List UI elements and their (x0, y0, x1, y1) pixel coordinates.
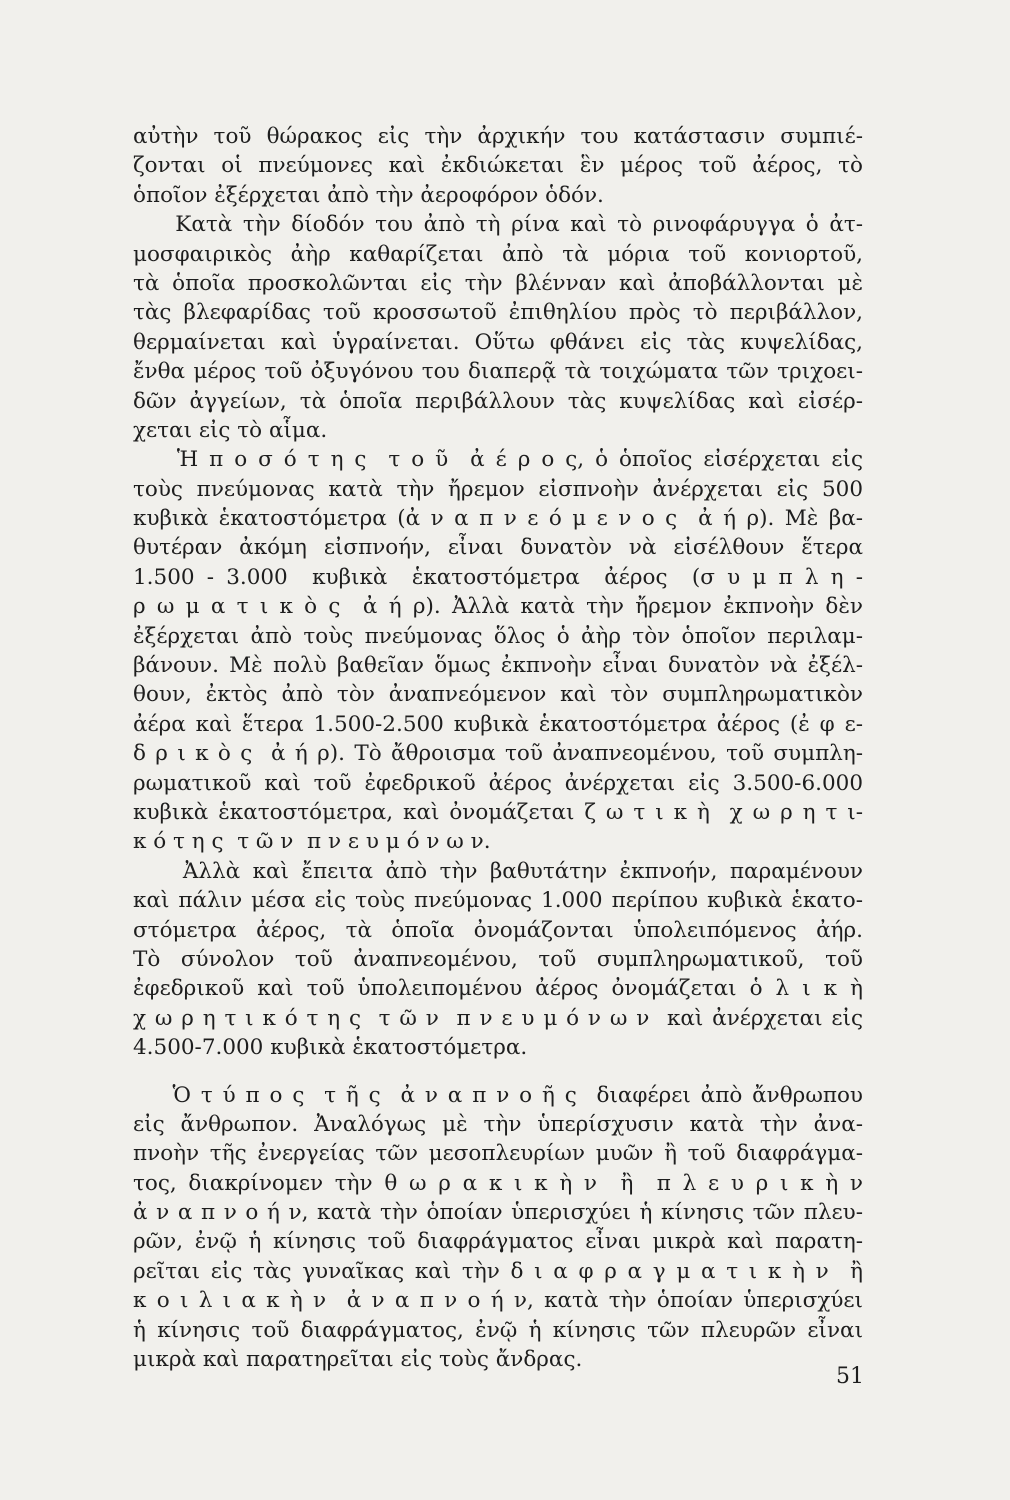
text-line: Ἀλλὰ καὶ ἔπειτα ἀπὸ τὴν βαθυτάτην ἐκπνοήν, παραμένουν (133, 858, 863, 884)
text-line: τὰς βλεφαρίδας τοῦ κροσσωτοῦ ἐπιθηλίου πρὸς τὸ περιβάλλον, (133, 300, 863, 326)
text-line: ρεῖται εἰς τὰς γυναῖκας καὶ τὴν δ ι α φ ρ α γ μ α τ ι κ ὴ ν ἢ (133, 1258, 863, 1284)
text-line: χ ω ρ η τ ι κ ό τ η ς τ ῶ ν π ν ε υ μ ό ν ω ν καὶ ἀνέρχεται εἰς (133, 1005, 863, 1031)
text-line: ὁποῖον ἐξέρχεται ἀπὸ τὴν ἀεροφόρον ὁδόν. (133, 182, 604, 208)
text-line: μοσφαιρικὸς ἀὴρ καθαρίζεται ἀπὸ τὰ μόρια τοῦ κονιορτοῦ, (133, 241, 863, 267)
text-line: 1.500 - 3.000 κυβικὰ ἑκατοστόμετρα ἀέρος (σ υ μ π λ η - (133, 564, 863, 590)
text-line: δῶν ἀγγείων, τὰ ὁποῖα περιβάλλουν τὰς κυψελίδας καὶ εἰσέρ- (133, 388, 863, 414)
text-line: ρῶν, ἐνῷ ἡ κίνησις τοῦ διαφράγματος εἶναι μικρὰ καὶ παρατη- (133, 1229, 863, 1255)
page-number: 51 (836, 1364, 864, 1389)
text-line: θερμαίνεται καὶ ὑγραίνεται. Οὕτω φθάνει εἰς τὰς κυψελίδας, (133, 329, 863, 355)
text-line: ἐξέρχεται ἀπὸ τοὺς πνεύμονας ὅλος ὁ ἀὴρ τὸν ὁποῖον περιλαμ- (133, 623, 863, 649)
text-line: εἰς ἄνθρωπον. Ἀναλόγως μὲ τὴν ὑπερίσχυσιν κατὰ τὴν ἀνα- (133, 1111, 863, 1137)
text-line: βάνουν. Μὲ πολὺ βαθεῖαν ὅμως ἐκπνοὴν εἶναι δυνατὸν νὰ ἐξέλ- (133, 653, 863, 679)
text-line: ἐφεδρικοῦ καὶ τοῦ ὑπολειπομένου ἀέρος ὀνομάζεται ὁ λ ι κ ὴ (133, 976, 863, 1002)
text-line: Κατὰ τὴν δίοδόν του ἀπὸ τὴ ρίνα καὶ τὸ ρινοφάρυγγα ὁ ἀτ- (133, 212, 863, 238)
text-line: μικρὰ καὶ παρατηρεῖται εἰς τοὺς ἄνδρας. (133, 1347, 583, 1373)
text-line: Ἡ π ο σ ό τ η ς τ ο ῦ ἀ έ ρ ο ς, ὁ ὁποῖος εἰσέρχεται εἰς (133, 447, 863, 473)
text-line: 4.500-7.000 κυβικὰ ἑκατοστόμετρα. (133, 1035, 528, 1061)
text-line: τοὺς πνεύμονας κατὰ τὴν ἤρεμον εἰσπνοὴν ἀνέρχεται εἰς 500 (133, 476, 863, 502)
text-line: ἀ ν α π ν ο ή ν, κατὰ τὴν ὁποίαν ὑπερισχύει ἡ κίνησις τῶν πλευ- (133, 1200, 863, 1226)
text-line: καὶ πάλιν μέσα εἰς τοὺς πνεύμονας 1.000 περίπου κυβικὰ ἑκατο- (133, 888, 863, 914)
text-line: ἔνθα μέρος τοῦ ὀξυγόνου του διαπερᾷ τὰ τοιχώματα τῶν τριχοει- (133, 359, 863, 385)
text-line: δ ρ ι κ ὸ ς ἀ ή ρ). Τὸ ἄθροισμα τοῦ ἀναπνεομένου, τοῦ συμπλη- (133, 741, 863, 767)
text-line: κυβικὰ ἑκατοστόμετρα, καὶ ὀνομάζεται ζ ω τ ι κ ὴ χ ω ρ η τ ι- (133, 799, 863, 825)
text-line: αὐτὴν τοῦ θώρακος εἰς τὴν ἀρχικήν του κατάστασιν συμπιέ- (133, 124, 863, 149)
text-line: κ ο ι λ ι α κ ὴ ν ἀ ν α π ν ο ή ν, κατὰ τὴν ὁποίαν ὑπερισχύει (133, 1288, 863, 1314)
text-line: Τὸ σύνολον τοῦ ἀναπνεομένου, τοῦ συμπληρωματικοῦ, τοῦ (133, 946, 863, 972)
text-line: θουν, ἐκτὸς ἀπὸ τὸν ἀναπνεόμενον καὶ τὸν συμπληρωματικὸν (133, 682, 863, 708)
text-line: Ὁ τ ύ π ο ς τ ῆ ς ἀ ν α π ν ο ῆ ς διαφέρει ἀπὸ ἄνθρωπου (133, 1082, 863, 1108)
text-line: ἀέρα καὶ ἕτερα 1.500-2.500 κυβικὰ ἑκατοστόμετρα ἀέρος (ἐ φ ε- (133, 711, 863, 737)
text-line: κυβικὰ ἑκατοστόμετρα (ἀ ν α π ν ε ό μ ε ν ο ς ἀ ή ρ). Μὲ βα- (133, 506, 863, 532)
text-line: ρ ω μ α τ ι κ ὸ ς ἀ ή ρ). Ἀλλὰ κατὰ τὴν ἤρεμον ἐκπνοὴν δὲν (133, 594, 863, 620)
text-line: ἡ κίνησις τοῦ διαφράγματος, ἐνῷ ἡ κίνησις τῶν πλευρῶν εἶναι (133, 1317, 863, 1343)
text-line: ρωματικοῦ καὶ τοῦ ἐφεδρικοῦ ἀέρος ἀνέρχεται εἰς 3.500-6.000 (133, 770, 863, 796)
body-text (133, 122, 863, 1374)
text-line: πνοὴν τῆς ἐνεργείας τῶν μεσοπλευρίων μυῶν ἢ τοῦ διαφράγμα- (133, 1141, 863, 1167)
text-line: θυτέραν ἀκόμη εἰσπνοήν, εἶναι δυνατὸν νὰ εἰσέλθουν ἕτερα (133, 535, 863, 561)
text-line: τος, διακρίνομεν τὴν θ ω ρ α κ ι κ ὴ ν ἢ π λ ε υ ρ ι κ ὴ ν (133, 1170, 863, 1196)
text-line: τὰ ὁποῖα προσκολῶνται εἰς τὴν βλένναν καὶ ἀποβάλλονται μὲ (133, 270, 863, 296)
text-line: χεται εἰς τὸ αἷμα. (133, 417, 328, 443)
text-line: στόμετρα ἀέρος, τὰ ὁποῖα ὀνομάζονται ὑπολειπόμενος ἀήρ. (133, 917, 863, 943)
text-line: ζονται οἱ πνεύμονες καὶ ἐκδιώκεται ἓν μέρος τοῦ ἀέρος, τὸ (133, 153, 863, 179)
text-line: κ ό τ η ς τ ῶ ν π ν ε υ μ ό ν ω ν. (133, 829, 491, 855)
